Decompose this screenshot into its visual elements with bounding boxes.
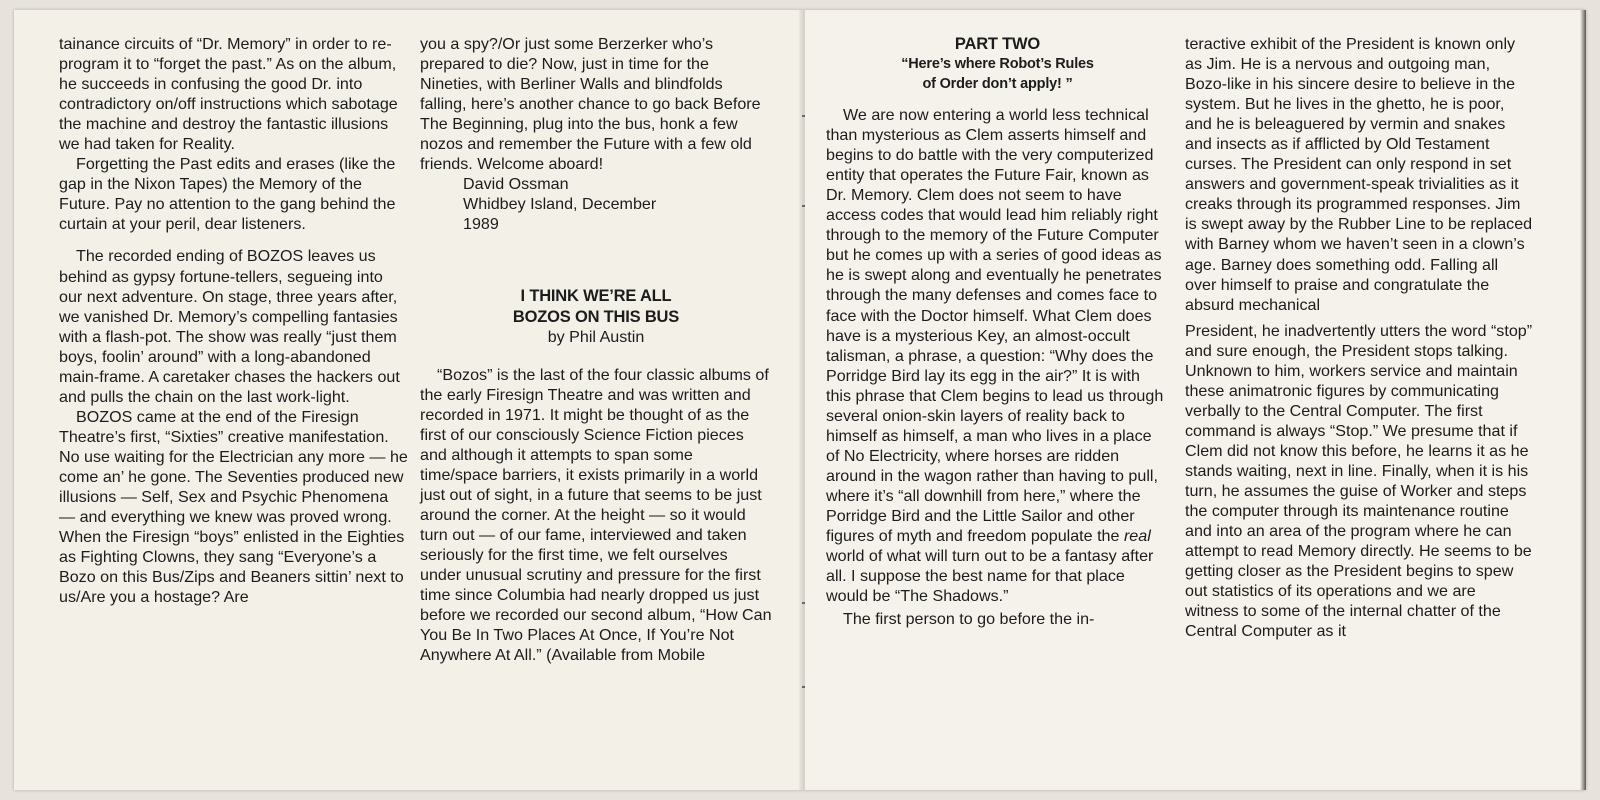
article-heading-line-1: I THINK WE’RE ALL bbox=[520, 287, 672, 306]
left-page-column-1 bbox=[59, 34, 408, 607]
booklet-edge bbox=[1580, 10, 1586, 790]
left-page bbox=[14, 10, 804, 790]
left-page-column-2 bbox=[420, 34, 772, 665]
right-page-column-2 bbox=[1185, 34, 1533, 641]
paragraph-text: We are now entering a world less technical than mysterious as Clem asserts himself and begins to do battle with the very computerized entity that operates the Future Fair, known as Dr. Memory. Clem does not seem to have access codes that would lead him reliably right through to the memory of the Future Computer but he comes up with a series of good ideas as he is swept along and eventually he penetrates through the many defenses and comes face to face with the Doctor himself. What Clem does have is a mysterious Key, an almost-occult talisman, a phrase, a question: “Why does the Porridge Bird lay its egg in the air?” It is with this phrase that Clem begins to lead us through several onion-skin layers of reality back to himself as himself, a man who lives in a place of No Electricity, where horses are ridden around in the wagon rather than having to pull, where it’s “all downhill from here,” where the Porridge Bird and the Little Sailor and other figures of myth and freedom populate the bbox=[826, 106, 1164, 546]
signature-year: 1989 bbox=[463, 215, 499, 234]
booklet-spread bbox=[14, 10, 1586, 790]
paragraph: “Bozos” is the last of the four classic albums of the early Firesign Theatre and was written and recorded in 1971. It might be thought of as the first of our consciously Science Fiction pieces and although it attempts to span some time/space barriers, it exists primarily in a world just out of sight, in a future that seems to be just around the corner. At the height — so it would turn out — of our fame, interviewed and taken seriously for the first time, we felt ourselves under unusual scrutiny and pressure for the first time since Columbia had nearly dropped us just before we recorded our second album, “How Can You Be In Two Places At Once, If You’re Not Anywhere At All.” (Available from Mobile bbox=[420, 365, 772, 665]
right-page-column-1 bbox=[826, 34, 1169, 629]
signature-name: David Ossman bbox=[463, 175, 569, 194]
part-title: PART TWO bbox=[954, 35, 1041, 53]
italic-word: real bbox=[1123, 527, 1151, 546]
part-subtitle-line-2: of Order don’t apply! ” bbox=[922, 76, 1073, 93]
paragraph: BOZOS came at the end of the Firesign Theatre’s first, “Sixties” creative manifestation. No use waiting for the Electrician any more — he come an’ he gone. The Seventies produced new illusions — Self, Sex and Psychic Phenomena — and everything we knew was proved wrong. When the Firesign “boys” enlisted in the Eighties as Fighting Clowns, they sang “Everyone’s a Bozo on this Bus/Zips and Beaners sittin’ next to us/Are you a hostage? Are bbox=[59, 407, 408, 607]
paragraph: you a spy?/Or just some Berzerker who’s prepared to die? Now, just in time for the Nineties, with Berliner Walls and blindfolds falling, here’s another chance to go back Before The Beginning, plug into the bus, honk a few nozos and remember the Future with a few old friends. Welcome aboard! bbox=[420, 35, 761, 174]
paragraph-text: world of what will turn out to be a fantasy after all. I suppose the best name for that place would be “The Shadows.” bbox=[826, 547, 1154, 606]
paragraph: The first person to go before the in- bbox=[843, 610, 1095, 629]
signature-block bbox=[420, 174, 772, 234]
paragraph: tainance circuits of “Dr. Memory” in order to re-program it to “forget the past.” As on the album, he succeeds in confusing the good Dr. into contradictory on/off instructions which sabotage the machine and destroy the fantastic illusions we had taken for Reality. bbox=[59, 35, 398, 154]
part-subtitle-line-1: “Here’s where Robot’s Rules bbox=[901, 56, 1094, 73]
article-heading-line-2: BOZOS ON THIS BUS bbox=[512, 307, 680, 326]
signature-place: Whidbey Island, December bbox=[463, 195, 657, 214]
paragraph bbox=[826, 105, 1169, 606]
paragraph: The recorded ending of BOZOS leaves us behind as gypsy fortune-tellers, segueing into our next adventure. On stage, three years after, we vanished Dr. Memory’s compelling fantasies with a flash-pot. The show was really “just them boys, foolin’ around” with a long-abandoned main-frame. A caretaker chases the hackers out and pulls the chain on the last work-light. bbox=[59, 247, 400, 406]
article-byline: by Phil Austin bbox=[547, 327, 645, 346]
right-page bbox=[805, 10, 1586, 790]
paragraph: Forgetting the Past edits and erases (like the gap in the Nixon Tapes) the Memory of the Future. Pay no attention to the gang behind the curtain at your peril, dear listeners. bbox=[59, 155, 396, 234]
paragraph: teractive exhibit of the President is known only as Jim. He is a nervous and outgoing man, Bozo-like in his sincere desire to believe in the system. But he lives in the ghetto, he is poor, and he is beleaguered by vermin and snakes and insects as if afflicted by Old Testament curses. The President can only respond in set answers and government-speak trivialities as it creaks through its programmed responses. Jim is swept away by the Rubber Line to be replaced with Barney whom we haven’t seen in a clown’s age. Barney does something odd. Falling all over himself to praise and congratulate the absurd mechanical bbox=[1185, 35, 1533, 314]
paragraph: President, he inadvertently utters the word “stop” and sure enough, the President stops talking. Unknown to him, workers service and maintain these animatronic figures by communicating verbally to the Central Computer. The first command is always “Stop.” We presume that if Clem did not know this before, he learns it as he stands waiting, next in line. Finally, when it is his turn, he assumes the guise of Worker and steps the computer through its maintenance routine and into an area of the program where he can attempt to read Memory directly. He seems to be getting closer as the President begins to spew out statistics of its operations and we are witness to some of the internal chatter of the Central Computer as it bbox=[1185, 321, 1533, 641]
